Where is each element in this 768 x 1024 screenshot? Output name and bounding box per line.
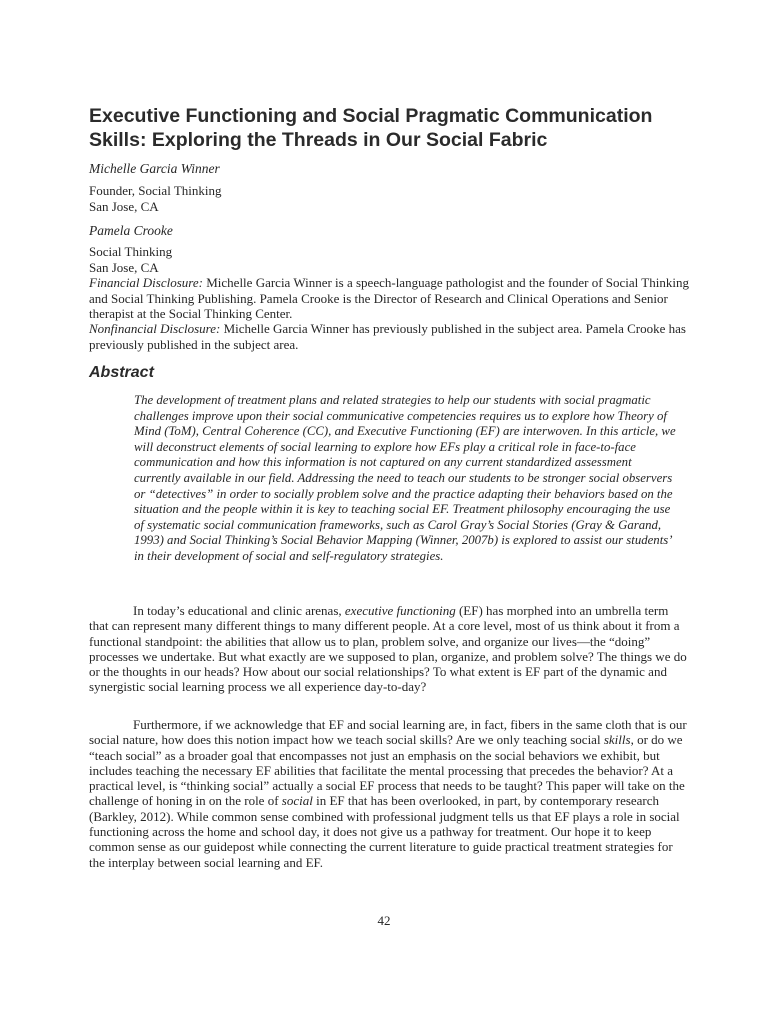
abstract-text: The development of treatment plans and related strategies to help our students with social pragmatic challenges improve upon their social communicative competencies requires us to explore how Theory of Mind (ToM), Central Coherence (CC), and Executive Functioning (EF) are interwoven. In this article, we will deconstruct elements of social learning to explore how EFs play a critical role in face-to-face communication and how this information is not captured on any current standardized assessment currently available in our field. Addressing the need to teach our students to be stronger social observers or “detectives” in order to socially problem solve and the practice adapting their behaviors based on the situation and the people within it is key to teaching social EF. Treatment philosophy encouraging the use of systematic social communication frameworks, such as Carol Gray’s Social Stories (Gray & Garand, 1993) and Social Thinking’s Social Behavior Mapping (Winner, 2007b) is explored to assist our students’ in their development of social and self-regulatory strategies.	[134, 393, 676, 563]
nonfinancial-disclosure-label: Nonfinancial Disclosure:	[89, 321, 221, 336]
emphasized-term: social	[281, 793, 313, 809]
paragraph-text: (EF) has morphed into an umbrella term that can represent many different things to many different people. At a core level, most of us think about it from a functional standpoint: the abilities that allow us to plan, problem solve, and organize our lives—the “doing” processes we undertake. But what exactly are we supposed to plan, organize, and problem solve? The things we do or the thoughts in our heads? How about our social relationships? To what extent is EF part of the dynamic and synergistic social learning process we all experience day-to-day?	[89, 603, 687, 695]
page-number: 42	[377, 913, 391, 928]
nonfinancial-disclosure-text: Michelle Garcia Winner has previously published in the subject area. Pamela Crooke has previously published in the subject area.	[89, 321, 686, 352]
paragraph-text: In today’s educational and clinic arenas,	[133, 603, 345, 618]
author-affiliation: Social Thinking	[89, 244, 173, 259]
financial-disclosure-label: Financial Disclosure:	[89, 275, 203, 290]
paragraph-text: , or do we “teach social” as a broader goal that encompasses not just an emphasis on the social behaviors we exhibit, but includes teaching the necessary EF abilities that facilitate the mental processing that precedes the behavior? At a practical level, is “thinking social” actually a social EF process that needs to be taught? This paper will take on the challenge of honing in on the role of	[89, 732, 685, 809]
financial-disclosure	[89, 275, 689, 322]
article-title: Executive Functioning and Social Pragmatic Communication Skills: Exploring the Threads in Our Social Fabric	[89, 105, 653, 151]
author-location: San Jose, CA	[89, 260, 159, 275]
nonfinancial-disclosure	[89, 321, 689, 352]
author-affiliation: Founder, Social Thinking	[89, 183, 222, 198]
abstract-heading: Abstract	[89, 364, 154, 381]
author-name: Pamela Crooke	[89, 223, 173, 238]
author-name: Michelle Garcia Winner	[89, 161, 220, 176]
body-paragraph-1	[89, 603, 689, 695]
body-paragraph-2	[89, 717, 689, 870]
author-location: San Jose, CA	[89, 199, 159, 214]
financial-disclosure-text: Michelle Garcia Winner is a speech-language pathologist and the founder of Social Thinking and Social Thinking Publishing. Pamela Crooke is the Director of Research and Clinical Operations and Senior therapist at the Social Thinking Center.	[89, 275, 689, 322]
paragraph-text: in EF that has been overlooked, in part, by contemporary research (Barkley, 2012). While common sense combined with professional judgment tells us that EF plays a role in social functioning across the home and school day, it does not give us a pathway for treatment. Our hope it to keep common sense as our guidepost while connecting the current literature to guide practical treatment strategies for the interplay between social learning and EF.	[89, 793, 680, 870]
paragraph-text: Furthermore, if we acknowledge that EF and social learning are, in fact, fibers in the same cloth that is our social nature, how does this notion impact how we teach social skills? Are we only teaching social	[89, 717, 687, 748]
emphasized-term: executive functioning	[344, 603, 456, 618]
emphasized-term: skills	[603, 732, 631, 748]
